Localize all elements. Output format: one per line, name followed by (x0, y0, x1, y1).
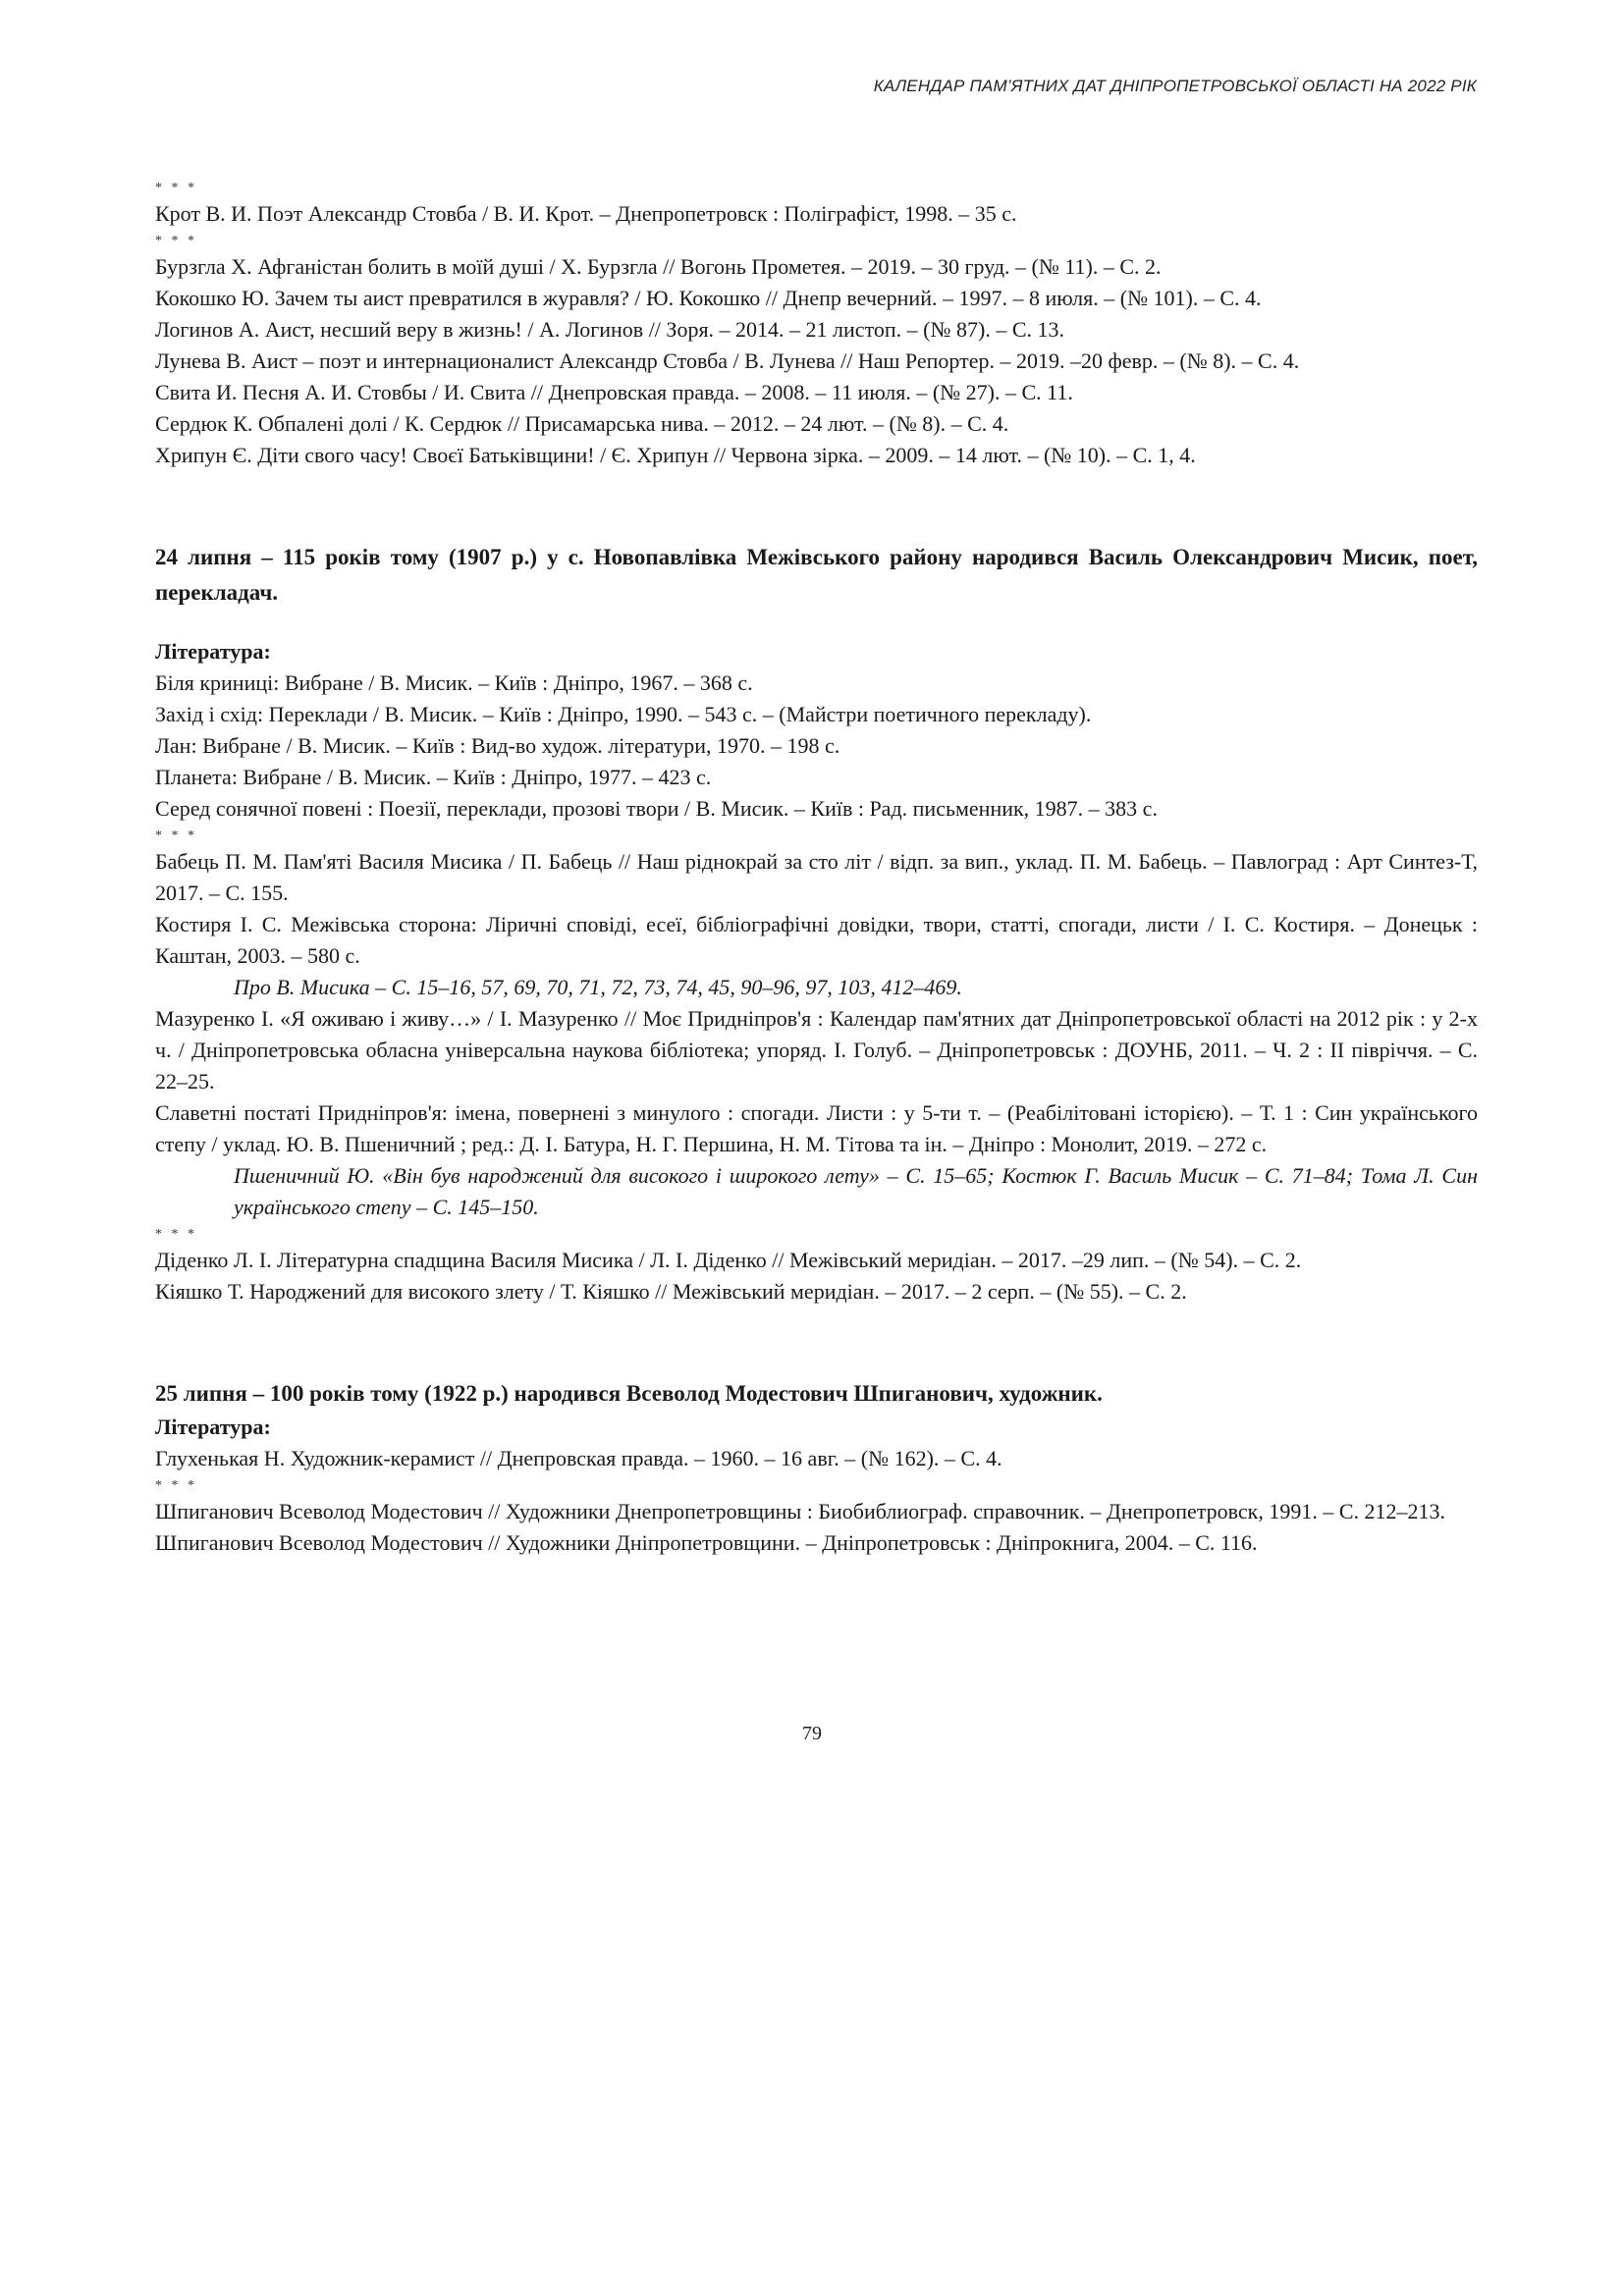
bibliography-entry: Сердюк К. Обпалені долі / К. Сердюк // Присамарська нива. – 2012. – 24 лют. – (№ 8). – С. 4. (155, 411, 1009, 436)
bibliography-entry: Шпиганович Всеволод Модестович // Художники Днепропетровщины : Биобиблиограф. справочник. – Днепропетровск, 1991. – С. 212–213. (155, 1499, 1446, 1523)
page-number: 79 (802, 1723, 822, 1744)
literature-heading: Література: (155, 1415, 271, 1439)
bibliography-entry: Захід і схід: Переклади / В. Мисик. – Київ : Дніпро, 1990. – 543 с. – (Майстри поетичного перекладу). (155, 702, 1092, 726)
bibliography-entry: Серед сонячної повені : Поезії, переклади, прозові твори / В. Мисик. – Київ : Рад. письменник, 1987. – 383 с. (155, 796, 1158, 821)
section-title-mysyk: 24 липня – 115 років тому (1907 р.) у с. Новопавлівка Межівського району народився Василь Олександрович Мисик, поет, перекладач. (155, 545, 1478, 605)
bibliography-entry: Глухенькая Н. Художник-керамист // Днепровская правда. – 1960. – 16 авг. – (№ 162). – С. 4. (155, 1446, 1002, 1470)
bibliography-entry: Логинов А. Аист, несший веру в жизнь! / А. Логинов // Зоря. – 2014. – 21 листоп. – (№ 87). – С. 13. (155, 317, 1064, 342)
bibliography-note: Пшеничний Ю. «Він був народжений для високого і широкого лету» – С. 15–65; Костюк Г. Василь Мисик – С. 71–84; Тома Л. Син українського степу – С. 145–150. (234, 1163, 1478, 1219)
bibliography-entry: Діденко Л. І. Літературна спадщина Василя Мисика / Л. І. Діденко // Межівський меридіан. – 2017. –29 лип. – (№ 54). – С. 2. (155, 1248, 1302, 1272)
bibliography-entry: Планета: Вибране / В. Мисик. – Київ : Дніпро, 1977. – 423 с. (155, 765, 712, 789)
bibliography-entry: Хрипун Є. Діти свого часу! Своєї Батьківщини! / Є. Хрипун // Червона зірка. – 2009. – 14 лют. – (№ 10). – С. 1, 4. (155, 443, 1196, 467)
bibliography-entry: Костиря І. С. Межівська сторона: Ліричні сповіді, есеї, бібліографічні довідки, твори, статті, спогади, листи / І. С. Костиря. – Донецьк : Каштан, 2003. – 580 с. (155, 912, 1478, 968)
bibliography-entry: Кокошко Ю. Зачем ты аист превратился в журавля? / Ю. Кокошко // Днепр вечерний. – 1997. – 8 июля. – (№ 101). – С. 4. (155, 286, 1262, 310)
bibliography-entry: Лан: Вибране / В. Мисик. – Київ : Вид-во худож. літератури, 1970. – 198 с. (155, 733, 840, 758)
bibliography-entry: Бабець П. М. Пам'яті Василя Мисика / П. Бабець // Наш ріднокрай за сто літ / відп. за вип., уклад. П. М. Бабець. – Павлоград : Арт Синтез-Т, 2017. – С. 155. (155, 849, 1478, 905)
section-title-shpyhanovych: 25 липня – 100 років тому (1922 р.) народився Всеволод Модестович Шпиганович, художник. (155, 1381, 1103, 1406)
separator: * * * (155, 234, 197, 248)
bibliography-entry: Мазуренко І. «Я оживаю і живу…» / І. Мазуренко // Моє Придніпров'я : Календар пам'ятних дат Дніпропетровської області на 2012 рік : у 2-х ч. / Дніпропетровська обласна універсальна наукова бібліотека; упоряд. І. Голуб. – Дніпропетровськ : ДОУНБ, 2011. – Ч. 2 : ІІ півріччя. – С. 22–25. (155, 1006, 1478, 1094)
bibliography-entry: Біля криниці: Вибране / В. Мисик. – Київ : Дніпро, 1967. – 368 с. (155, 670, 753, 695)
bibliography-entry: Свита И. Песня А. И. Стовбы / И. Свита // Днепровская правда. – 2008. – 11 июля. – (№ 27). – С. 11. (155, 380, 1073, 404)
bibliography-entry: Бурзгла Х. Афганістан болить в моїй душі / Х. Бурзгла // Вогонь Прометея. – 2019. – 30 груд. – (№ 11). – С. 2. (155, 254, 1162, 279)
bibliography-entry: Крот В. И. Поэт Александр Стовба / В. И. Крот. – Днепропетровск : Поліграфіст, 1998. – 35 с. (155, 201, 1017, 226)
separator: * * * (155, 828, 197, 843)
separator: * * * (155, 1478, 197, 1493)
separator: * * * (155, 1227, 197, 1242)
bibliography-entry: Шпиганович Всеволод Модестович // Художники Дніпропетровщини. – Дніпропетровськ : Дніпрокнига, 2004. – С. 116. (155, 1530, 1258, 1555)
running-header: КАЛЕНДАР ПАМ’ЯТНИХ ДАТ ДНІПРОПЕТРОВСЬКОЇ ОБЛАСТІ НА 2022 РІК (873, 77, 1477, 95)
separator: * * * (155, 181, 197, 195)
bibliography-entry: Кіяшко Т. Народжений для високого злету / Т. Кіяшко // Межівський меридіан. – 2017. – 2 серп. – (№ 55). – С. 2. (155, 1279, 1187, 1304)
bibliography-entry: Лунева В. Аист – поэт и интернационалист Александр Стовба / В. Лунева // Наш Репортер. – 2019. –20 февр. – (№ 8). – С. 4. (155, 348, 1300, 373)
bibliography-entry: Славетні постаті Придніпров'я: імена, повернені з минулого : спогади. Листи : у 5-ти т. – (Реабілітовані історією). – Т. 1 : Син українського степу / уклад. Ю. В. Пшеничний ; ред.: Д. І. Батура, Н. Г. Першина, Н. М. Тітова та ін. – Дніпро : Монолит, 2019. – 272 с. (155, 1100, 1478, 1156)
bibliography-note: Про В. Мисика – С. 15–16, 57, 69, 70, 71, 72, 73, 74, 45, 90–96, 97, 103, 412–469. (234, 975, 962, 999)
literature-heading: Література: (155, 639, 271, 664)
document-body (155, 177, 1478, 1559)
